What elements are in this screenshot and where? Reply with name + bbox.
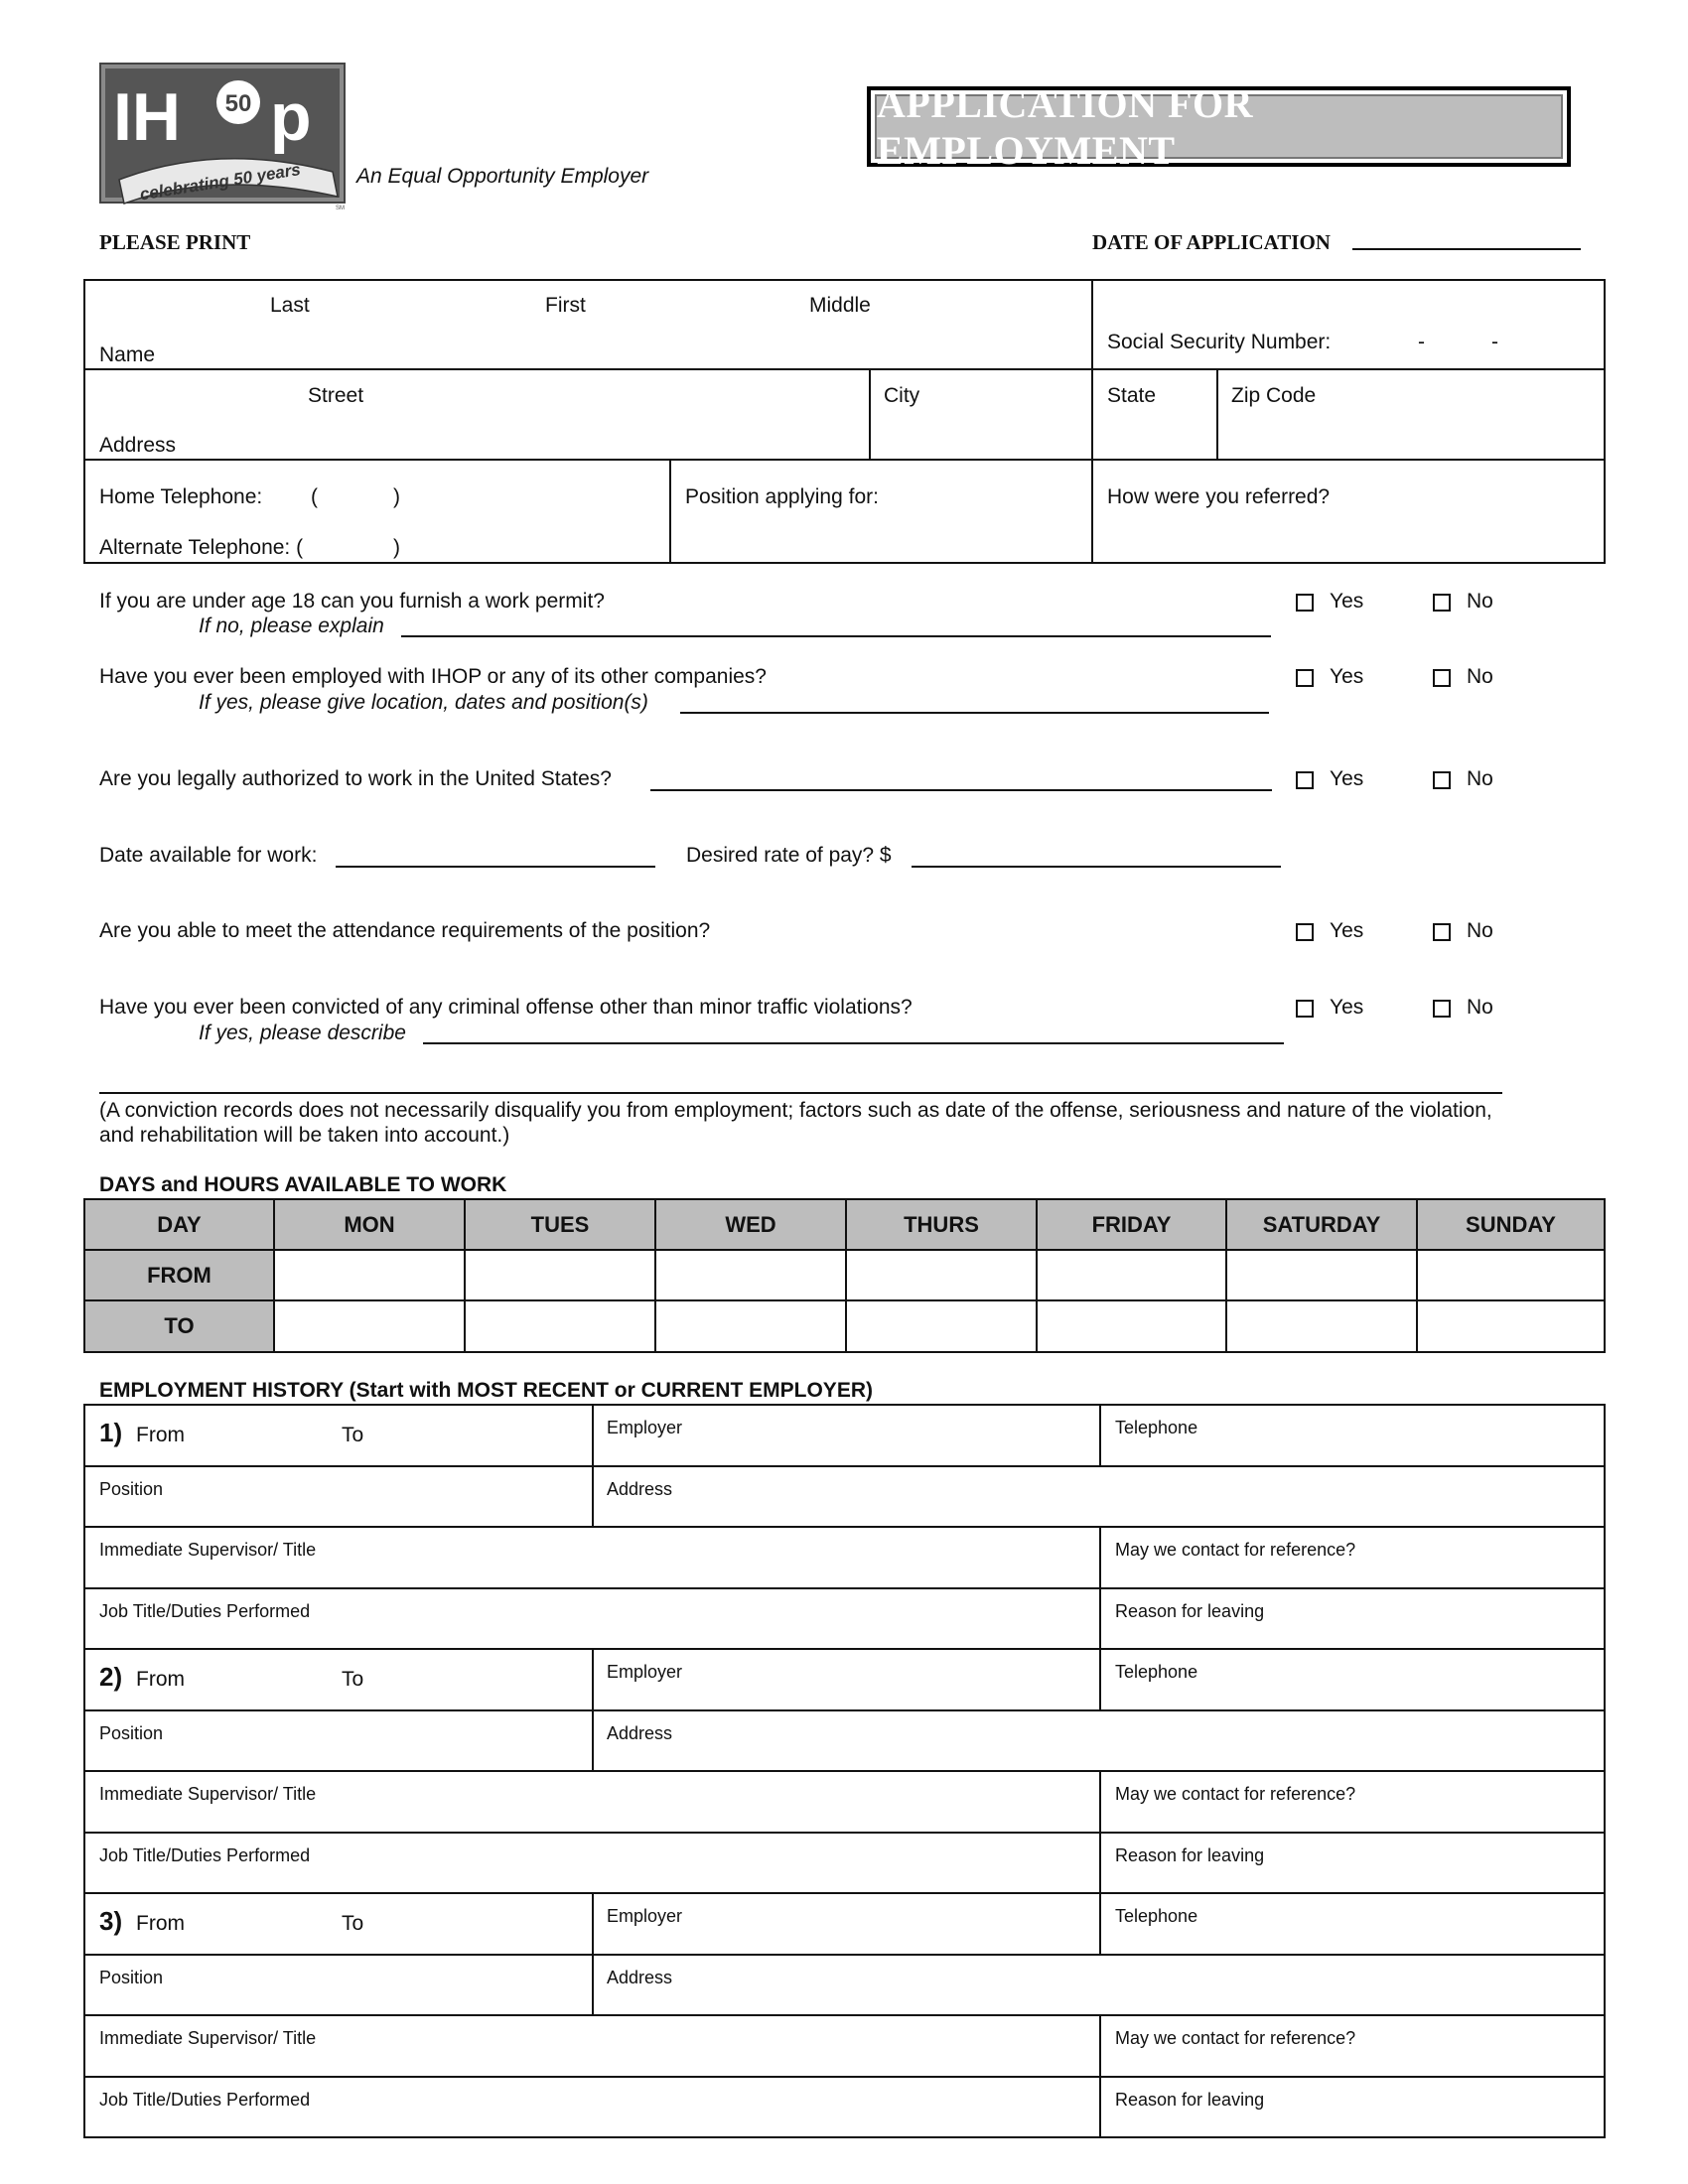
tues-to-cell[interactable] xyxy=(466,1301,654,1351)
logo-ribbon: celebrating 50 years xyxy=(138,160,303,205)
employer-3-supervisor-label: Immediate Supervisor/ Title xyxy=(99,2028,317,2048)
to-row-label: TO xyxy=(164,1313,195,1338)
conviction-note-line-2: and rehabilitation will be taken into account.) xyxy=(99,1124,510,1147)
availability-heading: DAYS and HOURS AVAILABLE TO WORK xyxy=(99,1173,507,1196)
employer-2-position-field[interactable] xyxy=(85,1711,592,1771)
ssn-dash-1: - xyxy=(1418,331,1425,353)
employer-2-address-field[interactable] xyxy=(594,1711,1604,1771)
ssn-dash-2: - xyxy=(1491,331,1498,353)
date-available-label: Date available for work: xyxy=(99,844,318,867)
conviction-yes-checkbox[interactable] xyxy=(1296,1000,1314,1018)
employer-2-address-label: Address xyxy=(607,1722,673,1743)
employer-3-duties-label: Job Title/Duties Performed xyxy=(99,2089,311,2110)
employer-1-number: 1) xyxy=(99,1418,123,1447)
employer-3-address-label: Address xyxy=(607,1967,673,1987)
state-label: State xyxy=(1107,384,1157,407)
employer-3-contact-reference-label: May we contact for reference? xyxy=(1115,2028,1356,2048)
street-label: Street xyxy=(308,384,364,407)
employer-2-employer-label: Employer xyxy=(607,1662,683,1682)
work-permit-no-label: No xyxy=(1467,590,1493,613)
employer-2-from-label: From xyxy=(136,1668,185,1691)
employer-1-to-label: To xyxy=(342,1424,364,1446)
alternate-telephone-label: Alternate Telephone: ( xyxy=(99,536,304,559)
please-print-label: PLEASE PRINT xyxy=(99,230,251,254)
attendance-yes-checkbox[interactable] xyxy=(1296,923,1314,941)
saturday-header: SATURDAY xyxy=(1262,1212,1381,1237)
employer-1-reason-leaving-label: Reason for leaving xyxy=(1115,1600,1265,1621)
sunday-from-cell[interactable] xyxy=(1418,1251,1604,1299)
saturday-from-cell[interactable] xyxy=(1227,1251,1416,1299)
ihop-logo-graphic xyxy=(99,63,348,211)
employer-2-supervisor-label: Immediate Supervisor/ Title xyxy=(99,1784,317,1804)
employer-3-duties-field[interactable] xyxy=(85,2078,1099,2137)
from-row-label: FROM xyxy=(147,1263,211,1288)
work-permit-no-checkbox[interactable] xyxy=(1433,594,1451,612)
thurs-header: THURS xyxy=(904,1212,979,1237)
employer-3-to-label: To xyxy=(342,1912,364,1935)
prior-ihop-details-label: If yes, please give location, dates and position(s) xyxy=(199,691,648,714)
equal-opportunity-tagline: An Equal Opportunity Employer xyxy=(356,165,649,188)
conviction-no-label: No xyxy=(1467,996,1493,1019)
work-permit-question: If you are under age 18 can you furnish a work permit? xyxy=(99,590,605,613)
employer-1-telephone-field[interactable] xyxy=(1101,1406,1604,1465)
city-label: City xyxy=(884,384,920,407)
wed-from-cell[interactable] xyxy=(656,1251,845,1299)
employer-2-contact-reference-label: May we contact for reference? xyxy=(1115,1784,1356,1804)
page-title: APPLICATION FOR EMPLOYMENT xyxy=(877,80,1253,173)
home-telephone-paren-close: ) xyxy=(393,485,400,508)
employer-1-address-field[interactable] xyxy=(594,1467,1604,1527)
employer-1-contact-reference-field[interactable] xyxy=(1101,1528,1604,1587)
employer-1-duties-field[interactable] xyxy=(85,1589,1099,1649)
employer-1-from-label: From xyxy=(136,1424,185,1446)
thurs-from-cell[interactable] xyxy=(847,1251,1036,1299)
personal-info-grid xyxy=(83,279,1606,564)
employer-3-address-field[interactable] xyxy=(594,1956,1604,2015)
title-box xyxy=(867,80,1571,173)
day-header: DAY xyxy=(157,1212,202,1237)
employer-2-duties-field[interactable] xyxy=(85,1834,1099,1893)
friday-to-cell[interactable] xyxy=(1038,1301,1225,1351)
position-applying-label: Position applying for: xyxy=(685,485,879,508)
employer-3-dates-field[interactable] xyxy=(85,1894,592,1954)
prior-ihop-no-label: No xyxy=(1467,665,1493,688)
employer-3-reason-leaving-label: Reason for leaving xyxy=(1115,2089,1265,2110)
home-telephone-label: Home Telephone: xyxy=(99,485,263,508)
mon-to-cell[interactable] xyxy=(275,1301,464,1351)
employer-1-dates-field[interactable] xyxy=(85,1406,592,1465)
wed-header: WED xyxy=(725,1212,776,1237)
conviction-yes-label: Yes xyxy=(1330,996,1364,1019)
employer-3-from-label: From xyxy=(136,1912,185,1935)
middle-name-label: Middle xyxy=(809,294,871,317)
work-permit-yes-label: Yes xyxy=(1330,590,1364,613)
employer-3-number: 3) xyxy=(99,1906,123,1936)
prior-ihop-details-field[interactable] xyxy=(680,712,1269,714)
attendance-yes-label: Yes xyxy=(1330,919,1364,942)
employer-1-telephone-label: Telephone xyxy=(1115,1418,1198,1437)
logo-wordmark-p: p xyxy=(270,79,312,155)
desired-pay-label: Desired rate of pay? $ xyxy=(686,844,892,867)
employer-3-position-label: Position xyxy=(99,1967,164,1987)
employer-2-contact-reference-field[interactable] xyxy=(1101,1772,1604,1832)
home-telephone-paren-open: ( xyxy=(311,485,318,508)
employer-3-telephone-label: Telephone xyxy=(1115,1906,1198,1926)
date-available-field[interactable] xyxy=(336,866,655,868)
sunday-to-cell[interactable] xyxy=(1418,1301,1604,1351)
prior-ihop-yes-label: Yes xyxy=(1330,665,1364,688)
tues-from-cell[interactable] xyxy=(466,1251,654,1299)
saturday-to-cell[interactable] xyxy=(1227,1301,1416,1351)
zip-code-label: Zip Code xyxy=(1231,384,1317,407)
employer-3-telephone-field[interactable] xyxy=(1101,1894,1604,1954)
friday-from-cell[interactable] xyxy=(1038,1251,1225,1299)
employer-3-supervisor-field[interactable] xyxy=(85,2016,1099,2076)
employer-3-contact-reference-field[interactable] xyxy=(1101,2016,1604,2076)
ihop-logo xyxy=(99,63,348,211)
work-authorization-field[interactable] xyxy=(650,789,1272,791)
employer-3-position-field[interactable] xyxy=(85,1956,592,2015)
employer-2-supervisor-field[interactable] xyxy=(85,1772,1099,1832)
desired-pay-field[interactable] xyxy=(912,866,1281,868)
work-permit-yes-checkbox[interactable] xyxy=(1296,594,1314,612)
employer-2-reason-leaving-field[interactable] xyxy=(1101,1834,1604,1893)
wed-to-cell[interactable] xyxy=(656,1301,845,1351)
conviction-describe-field[interactable] xyxy=(423,1042,1284,1044)
work-authorization-no-checkbox[interactable] xyxy=(1433,771,1451,789)
last-name-label: Last xyxy=(270,294,310,317)
work-permit-explain-label: If no, please explain xyxy=(199,614,384,637)
employer-3-reason-leaving-field[interactable] xyxy=(1101,2078,1604,2137)
logo-badge: 50 xyxy=(224,90,252,117)
employer-1-position-field[interactable] xyxy=(85,1467,592,1527)
address-label: Address xyxy=(99,434,177,457)
employer-2-number: 2) xyxy=(99,1662,123,1692)
employer-1-address-label: Address xyxy=(607,1478,673,1499)
prior-ihop-no-checkbox[interactable] xyxy=(1433,669,1451,687)
conviction-describe-label: If yes, please describe xyxy=(199,1022,406,1044)
tues-header: TUES xyxy=(530,1212,590,1237)
first-name-label: First xyxy=(545,294,586,317)
employer-1-supervisor-label: Immediate Supervisor/ Title xyxy=(99,1540,317,1560)
employer-1-duties-label: Job Title/Duties Performed xyxy=(99,1600,311,1621)
name-label: Name xyxy=(99,343,156,366)
employer-1-employer-field[interactable] xyxy=(594,1406,1099,1465)
employer-2-telephone-label: Telephone xyxy=(1115,1662,1198,1682)
work-permit-explain-field[interactable] xyxy=(401,635,1271,637)
conviction-no-checkbox[interactable] xyxy=(1433,1000,1451,1018)
sunday-header: SUNDAY xyxy=(1466,1212,1556,1237)
work-authorization-yes-label: Yes xyxy=(1330,767,1364,790)
employer-2-reason-leaving-label: Reason for leaving xyxy=(1115,1844,1265,1865)
conviction-extra-line[interactable] xyxy=(99,1092,1502,1094)
employer-1-supervisor-field[interactable] xyxy=(85,1528,1099,1587)
friday-header: FRIDAY xyxy=(1091,1212,1172,1237)
employer-3-employer-field[interactable] xyxy=(594,1894,1099,1954)
logo-sm: SM xyxy=(336,205,345,211)
mon-header: MON xyxy=(344,1212,395,1237)
referred-label: How were you referred? xyxy=(1107,485,1331,508)
work-authorization-no-label: No xyxy=(1467,767,1493,790)
attendance-question: Are you able to meet the attendance requirements of the position? xyxy=(99,919,711,942)
thurs-to-cell[interactable] xyxy=(847,1301,1036,1351)
prior-ihop-yes-checkbox[interactable] xyxy=(1296,669,1314,687)
employer-1-reason-leaving-field[interactable] xyxy=(1101,1589,1604,1649)
mon-from-cell[interactable] xyxy=(275,1251,464,1299)
date-of-application-field[interactable] xyxy=(1352,248,1581,250)
work-authorization-yes-checkbox[interactable] xyxy=(1296,771,1314,789)
conviction-question: Have you ever been convicted of any criminal offense other than minor traffic violations? xyxy=(99,996,913,1019)
employment-history-heading: EMPLOYMENT HISTORY (Start with MOST RECENT or CURRENT EMPLOYER) xyxy=(99,1379,873,1402)
employer-2-telephone-field[interactable] xyxy=(1101,1650,1604,1709)
employer-1-contact-reference-label: May we contact for reference? xyxy=(1115,1540,1356,1560)
employer-1-position-label: Position xyxy=(99,1478,164,1499)
work-authorization-question: Are you legally authorized to work in the United States? xyxy=(99,767,612,790)
employer-3-employer-label: Employer xyxy=(607,1906,683,1926)
prior-ihop-employment-question: Have you ever been employed with IHOP or any of its other companies? xyxy=(99,665,767,688)
alternate-telephone-paren-close: ) xyxy=(393,536,400,559)
employer-1-employer-label: Employer xyxy=(607,1418,683,1437)
employer-2-employer-field[interactable] xyxy=(594,1650,1099,1709)
attendance-no-label: No xyxy=(1467,919,1493,942)
conviction-note-line-1: (A conviction records does not necessarily disqualify you from employment; factors such as date of the offense, seriousness and nature of the violation, xyxy=(99,1099,1492,1122)
employer-2-to-label: To xyxy=(342,1668,364,1691)
employer-2-dates-field[interactable] xyxy=(85,1650,592,1709)
attendance-no-checkbox[interactable] xyxy=(1433,923,1451,941)
ssn-label: Social Security Number: xyxy=(1107,331,1332,353)
logo-wordmark: IH xyxy=(113,79,181,155)
employer-2-duties-label: Job Title/Duties Performed xyxy=(99,1844,311,1865)
employer-2-position-label: Position xyxy=(99,1722,164,1743)
date-of-application-label: DATE OF APPLICATION xyxy=(1092,230,1331,254)
